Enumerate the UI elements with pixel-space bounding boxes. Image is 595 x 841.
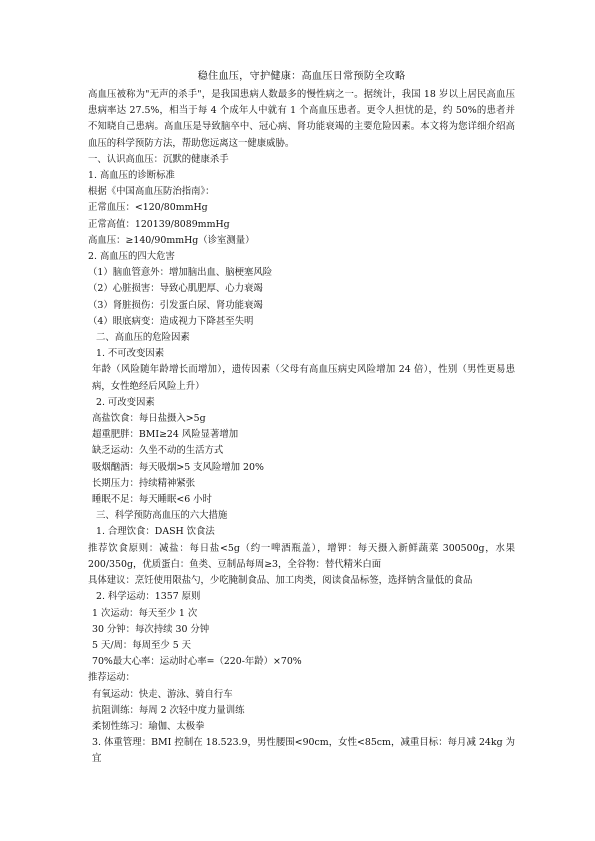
text-line: 缺乏运动：久坐不动的生活方式: [92, 445, 224, 457]
text-line: 超重肥胖：BMI≥24 风险显著增加: [92, 429, 239, 441]
text-line: 有氧运动：快走、游泳、骑自行车: [92, 688, 233, 700]
text-line: 推荐运动：: [88, 672, 135, 684]
text-line: 5 天/周：每周至少 5 天: [92, 639, 192, 651]
text-line: 2. 可改变因素: [96, 396, 155, 408]
text-line: 高血压：≥140/90mmHg（诊室测量）: [88, 234, 255, 246]
text-paragraph: 年龄（风险随年龄增长而增加），遗传因素（父母有高血压病史风险增加 24 倍），性别（男性更易患病，女性绝经后风险上升）: [92, 364, 515, 392]
intro-paragraph: 高血压被称为"无声的杀手"，是我国患病人数最多的慢性病之一。据统计，我国 18 岁以上居民高血压患病率达 27.5%，相当于每 4 个成年人中就有 1 个高血压患者。更令人担忧的是，约 50%的患者并不知晓自己患病。高血压是导致脑卒中、冠心病、肾功能衰竭的主要危险因素。本文将为您详细介绍高血压的科学预防方法，帮助您远离这一健康威胁。: [88, 89, 515, 149]
text-paragraph: 3. 体重管理：BMI 控制在 18.523.9，男性腰围<90cm，女性<85cm，减重目标：每月减 24kg 为宜: [92, 737, 515, 765]
section-heading: 一、认识高血压：沉默的健康杀手: [88, 153, 229, 165]
text-paragraph: 推荐饮食原则：减盐：每日盐<5g（约一啤酒瓶盖），增钾：每天摄入新鲜蔬菜 300500g，水果 200/350g，优质蛋白：鱼类、豆制品每周≥3，全谷物：替代精米白面: [88, 542, 515, 570]
text-line: 正常血压：<120/80mmHg: [88, 202, 208, 214]
text-line: 正常高值：120139/8089mmHg: [88, 218, 230, 230]
text-line: 1. 不可改变因素: [96, 348, 165, 360]
text-line: 1 次运动：每天至少 1 次: [92, 607, 198, 619]
text-line: 1. 高血压的诊断标准: [88, 170, 175, 182]
document-title: 稳住血压，守护健康：高血压日常预防全攻略: [197, 71, 406, 82]
text-line: 70%最大心率：运动时心率=（220-年龄）×70%: [92, 656, 302, 668]
text-line: 1. 合理饮食：DASH 饮食法: [96, 526, 215, 538]
text-line: 吸烟酗酒：每天吸烟>5 支风险增加 20%: [92, 461, 264, 473]
text-line: （1）脑血管意外：增加脑出血、脑梗塞风险: [88, 267, 273, 279]
section-heading: 二、高血压的危险因素: [96, 332, 190, 344]
text-line: 2. 高血压的四大危害: [88, 251, 175, 263]
text-line: （4）眼底病变：造成视力下降甚至失明: [88, 315, 254, 327]
text-line: 睡眠不足：每天睡眠<6 小时: [92, 494, 212, 506]
text-line: 抗阻训练：每周 2 次轻中度力量训练: [92, 704, 245, 716]
text-line: 2. 科学运动：1357 原则: [96, 591, 201, 603]
section-heading: 三、科学预防高血压的六大措施: [96, 510, 228, 522]
text-line: （3）肾脏损伤：引发蛋白尿、肾功能衰竭: [88, 299, 263, 311]
text-paragraph: 具体建议：烹饪使用限盐勺，少吃腌制食品、加工肉类，阅读食品标签，选择钠含量低的食品: [88, 575, 473, 587]
text-line: 30 分钟：每次持续 30 分钟: [92, 623, 210, 635]
text-line: 柔韧性练习：瑜伽、太极拳: [92, 720, 205, 732]
text-line: 根据《中国高血压防治指南》：: [88, 186, 215, 198]
text-line: （2）心脏损害：导致心肌肥厚、心力衰竭: [88, 283, 263, 295]
text-line: 高盐饮食：每日盐摄入>5g: [92, 413, 206, 425]
text-line: 长期压力：持续精神紧张: [92, 477, 196, 489]
